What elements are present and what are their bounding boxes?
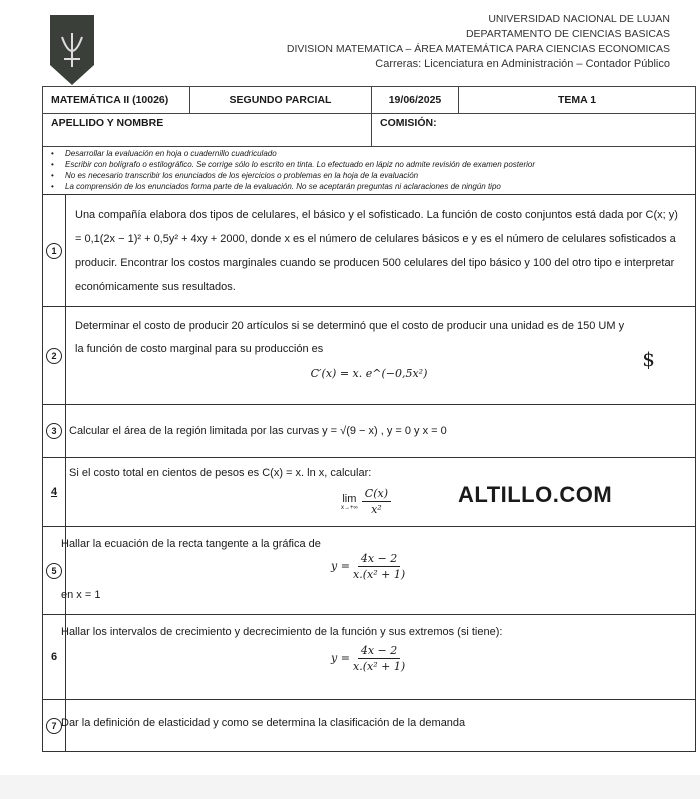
rule: • Escribir con bolígrafo o estilográfico. Se corrige sólo lo escrito en tinta. Lo efectuado en lápiz no admite revisión de examen posterior (43, 159, 695, 170)
question-5 (42, 527, 696, 615)
question-condition: en x = 1 (61, 589, 101, 601)
question-text: Determinar el costo de producir 20 artículos si se determinó que el costo de producir una unidad es de 150 UM y la función de costo marginal para su producción es (75, 320, 625, 355)
lhs: y = (331, 651, 350, 665)
question-text: Una compañía elabora dos tipos de celulares, el básico y el sofisticado. La función de costo conjuntos está dada por C(x; y) = 0,1(2x − 1)² + 0,5y² + 4xy + 2000, donde x es el número de celulares básicos e y es el número de celulares sofisticados a producir. Encontrar los costos marginales cuando se producen 500 celulares del tipo básico y 100 del otro tipo e interpretar económicamente sus resultados. (75, 209, 678, 293)
limit: lim (342, 492, 357, 505)
question-1 (42, 195, 696, 307)
exam-info-table (42, 86, 696, 147)
division-name: DIVISION MATEMATICA – ÁREA MATEMÁTICA PARA CIENCIAS ECONOMICAS (286, 43, 670, 55)
university-name: UNIVERSIDAD NACIONAL DE LUJAN (488, 13, 670, 25)
numerator: C(x) (362, 486, 391, 502)
question-number: 7 (46, 718, 62, 734)
question-text: Si el costo total en cientos de pesos es C(x) = x. ln x, calcular: (69, 467, 372, 479)
watermark: ALTILLO.COM (458, 482, 613, 507)
question-number: 6 (50, 651, 58, 663)
institution-header (287, 12, 670, 72)
question-number: 5 (46, 563, 62, 579)
limit-expression (341, 486, 391, 517)
question-text: Calcular el área de la región limitada por las curvas y = √(9 − x) , y = 0 y x = 0 (69, 425, 447, 437)
exam-type: SEGUNDO PARCIAL (190, 87, 372, 114)
denominator: x.(x² + 1) (353, 568, 406, 581)
question-6 (42, 615, 696, 700)
rule: • La comprensión de los enunciados forma parte de la evaluación. No se aceptarán preguntas ni aclaraciones de ningún tipo (43, 181, 695, 192)
rule: • Desarrollar la evaluación en hoja o cuadernillo cuadriculado (43, 148, 695, 159)
university-logo-icon (50, 15, 94, 85)
question-text: Hallar la ecuación de la recta tangente a la gráfica de (61, 538, 321, 550)
limit-sub: x→+∞ (341, 504, 358, 511)
subject: MATEMÁTICA II (10026) (43, 87, 190, 114)
question-7 (42, 700, 696, 752)
question-number: 4 (50, 486, 58, 498)
denominator: x² (371, 503, 382, 516)
exam-date: 19/06/2025 (372, 87, 459, 114)
question-3 (42, 405, 696, 458)
function-expression (331, 551, 405, 582)
denominator: x.(x² + 1) (353, 660, 406, 673)
numerator: 4x − 2 (358, 551, 400, 567)
lhs: y = (331, 559, 350, 573)
rule: • No es necesario transcribir los enunciados de los ejercicios o problemas en la hoja de la evaluación (43, 170, 695, 181)
commission-field: COMISIÓN: (372, 114, 696, 147)
department-name: DEPARTAMENTO DE CIENCIAS BASICAS (465, 28, 670, 40)
question-text: Hallar los intervalos de crecimiento y decrecimiento de la función y sus extremos (si tiene): (61, 626, 503, 638)
question-number: 1 (46, 243, 62, 259)
question-text: Dar la definición de elasticidad y como se determina la clasificación de la demanda (61, 717, 466, 729)
exam-tema: TEMA 1 (459, 87, 696, 114)
question-number: 3 (46, 423, 62, 439)
careers: Carreras: Licenciatura en Administración – Contador Público (375, 58, 670, 70)
handwritten-note: $ (642, 347, 655, 371)
name-field: APELLIDO Y NOMBRE (43, 114, 372, 147)
numerator: 4x − 2 (358, 643, 400, 659)
question-2 (42, 307, 696, 405)
instructions (42, 145, 696, 195)
question-number: 2 (46, 348, 62, 364)
formula: C′(x) = x. e^(−0,5x²) (310, 367, 428, 380)
function-expression (331, 643, 405, 674)
